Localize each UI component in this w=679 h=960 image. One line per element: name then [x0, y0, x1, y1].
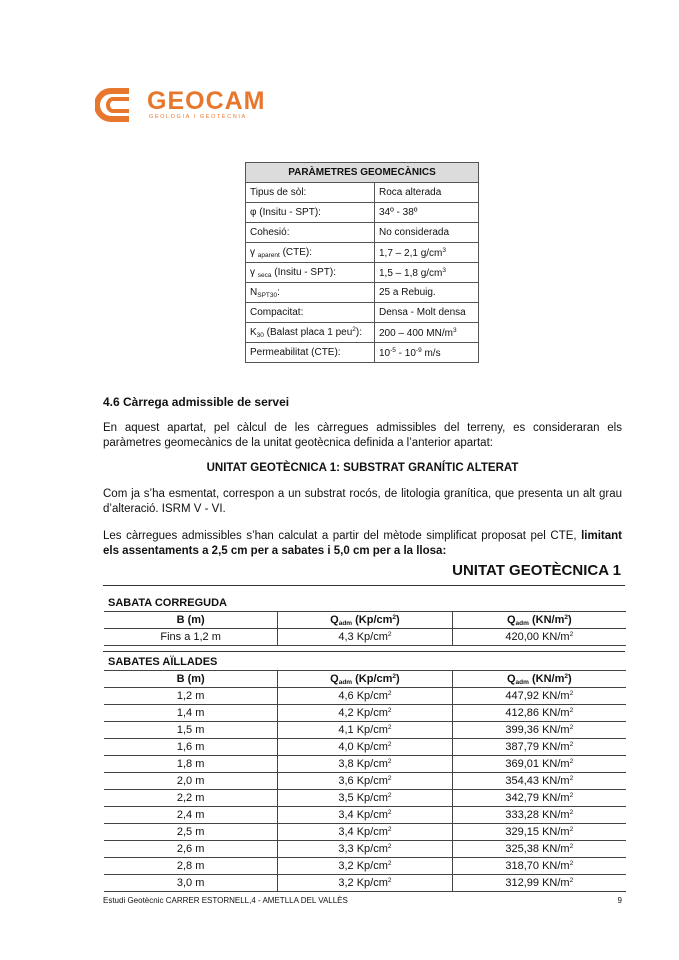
q-kn-cell: 329,15 $KN/m^2$ [452, 824, 626, 841]
width-cell: 2,8 m [104, 858, 278, 875]
geo-param-value: 1,7 – 2,1 $g/cm^3$ [375, 243, 479, 263]
q-kp-cell: 3,4 $Kp/cm^2$ [278, 807, 452, 824]
width-cell: 2,5 m [104, 824, 278, 841]
capacity-header-row [104, 612, 626, 629]
geo-param-value: 34º - 38º [375, 203, 479, 223]
q-kn-cell: 333,28 $KN/m^2$ [452, 807, 626, 824]
table-row [104, 875, 626, 892]
intro-paragraph: En aquest apartat, pel càlcul de les càrregues admissibles del terreny, es consideraran els paràmetres geomecànics de la unitat geotècnica definida a l’anterior apartat: [103, 422, 622, 449]
method-paragraph [103, 529, 622, 559]
geo-param-row [246, 263, 479, 283]
capacity-header-row [104, 671, 626, 688]
description-paragraph: Com ja s’ha esmentat, correspon a un substrat rocós, de litologia granítica, que presenta un alt grau d’alteració. ISRM V - VI. [103, 488, 622, 515]
q-kn-cell: 387,79 $KN/m^2$ [452, 739, 626, 756]
logo-tagline: GEOLOGIA I GEOTÈCNIA [149, 114, 247, 120]
q-kp-cell: 4,0 $Kp/cm^2$ [278, 739, 452, 756]
footer-text: Estudi Geotècnic CARRER ESTORNELL,4 - AMETLLA DEL VALLÈS [103, 896, 348, 905]
method-text-bold: limitant els assentaments a 2,5 cm per a sabates i 5,0 cm per a la llosa: [103, 530, 622, 557]
table-row [104, 705, 626, 722]
q-kn-cell: 420,00 $KN/m^2$ [452, 629, 626, 646]
table-row [104, 790, 626, 807]
geo-param-value: $10^{-5} - 10^{-9}$ m/s [375, 343, 479, 363]
page-footer [103, 896, 622, 905]
sabates-aillades-table [104, 670, 626, 892]
divider [103, 651, 625, 652]
company-logo [95, 85, 270, 125]
geo-param-label: Compacitat: [246, 303, 375, 323]
width-cell: 2,4 m [104, 807, 278, 824]
width-cell: 1,6 m [104, 739, 278, 756]
header-width: B (m) [104, 612, 278, 629]
geo-param-label: Tipus de sòl: [246, 183, 375, 203]
method-text: Les càrregues admissibles s’han calculat a partir del mètode simplificat proposat pel CTE, [103, 530, 582, 542]
width-cell: 3,0 m [104, 875, 278, 892]
header-width: B (m) [104, 671, 278, 688]
geocam-logo-mark [95, 85, 143, 125]
unit-title: UNITAT GEOTÈCNICA 1 [452, 562, 621, 579]
width-cell: 2,6 m [104, 841, 278, 858]
header-q-kp: $Q_{adm}$ $(Kp/cm^2)$ [278, 671, 452, 688]
geo-param-row [246, 343, 479, 363]
sabates-aillades-label: SABATES AÏLLADES [108, 656, 218, 668]
q-kn-cell: 447,92 $KN/m^2$ [452, 688, 626, 705]
width-cell: Fins a 1,2 m [104, 629, 278, 646]
sabata-correguda-label: SABATA CORREGUDA [108, 597, 227, 609]
width-cell: 2,0 m [104, 773, 278, 790]
table-row [104, 688, 626, 705]
table-row [104, 841, 626, 858]
page-number: 9 [617, 896, 622, 905]
table-row [104, 773, 626, 790]
q-kp-cell: 4,1 $Kp/cm^2$ [278, 722, 452, 739]
table-row [104, 629, 626, 646]
geo-param-row [246, 203, 479, 223]
q-kp-cell: 3,3 $Kp/cm^2$ [278, 841, 452, 858]
geo-param-row [246, 323, 479, 343]
geo-param-row [246, 303, 479, 323]
width-cell: 2,2 m [104, 790, 278, 807]
unit-subtitle: UNITAT GEOTÈCNICA 1: SUBSTRAT GRANÍTIC ALTERAT [206, 462, 519, 474]
geo-param-row [246, 283, 479, 303]
geo-param-value: No considerada [375, 223, 479, 243]
geo-param-row [246, 183, 479, 203]
q-kp-cell: 3,4 $Kp/cm^2$ [278, 824, 452, 841]
geo-param-value: Roca alterada [375, 183, 479, 203]
logo-name: GEOCAM [147, 87, 266, 115]
geo-param-value: 25 a Rebuig. [375, 283, 479, 303]
table-row [104, 858, 626, 875]
geo-table-title: PARÀMETRES GEOMECÀNICS [246, 163, 479, 183]
table-row [104, 807, 626, 824]
geo-param-label: $K_{30}$ (Balast placa 1 peu$^2$): [246, 323, 375, 343]
geo-param-label: γ $_{aparent}$ (CTE): [246, 243, 375, 263]
q-kp-cell: 3,8 $Kp/cm^2$ [278, 756, 452, 773]
geo-param-row [246, 243, 479, 263]
q-kn-cell: 325,38 $KN/m^2$ [452, 841, 626, 858]
header-q-kn: $Q_{adm}$ $(KN/m^2)$ [452, 671, 626, 688]
geo-param-value: 1,5 – 1,8 $g/cm^3$ [375, 263, 479, 283]
q-kn-cell: 369,01 $KN/m^2$ [452, 756, 626, 773]
geo-param-value: Densa - Molt densa [375, 303, 479, 323]
q-kn-cell: 399,36 $KN/m^2$ [452, 722, 626, 739]
width-cell: 1,4 m [104, 705, 278, 722]
header-q-kn: $Q_{adm}$ $(KN/m^2)$ [452, 612, 626, 629]
geo-param-label: Cohesió: [246, 223, 375, 243]
q-kp-cell: 4,3 $Kp/cm^2$ [278, 629, 452, 646]
geo-param-label: Permeabilitat (CTE): [246, 343, 375, 363]
q-kp-cell: 3,2 $Kp/cm^2$ [278, 875, 452, 892]
table-row [104, 739, 626, 756]
q-kn-cell: 318,70 $KN/m^2$ [452, 858, 626, 875]
sabata-correguda-table [104, 611, 626, 646]
geo-param-label: γ $_{seca}$ (Insitu - SPT): [246, 263, 375, 283]
width-cell: 1,8 m [104, 756, 278, 773]
geo-param-label: φ (Insitu - SPT): [246, 203, 375, 223]
q-kn-cell: 312,99 $KN/m^2$ [452, 875, 626, 892]
q-kp-cell: 4,6 $Kp/cm^2$ [278, 688, 452, 705]
q-kn-cell: 354,43 $KN/m^2$ [452, 773, 626, 790]
width-cell: 1,5 m [104, 722, 278, 739]
q-kp-cell: 3,6 $Kp/cm^2$ [278, 773, 452, 790]
table-row [104, 824, 626, 841]
section-heading: 4.6 Càrrega admissible de servei [103, 395, 290, 409]
header-q-kp: $Q_{adm}$ $(Kp/cm^2)$ [278, 612, 452, 629]
q-kn-cell: 342,79 $KN/m^2$ [452, 790, 626, 807]
geo-param-row [246, 223, 479, 243]
table-row [104, 722, 626, 739]
geo-param-label: $N_{SPT30}$: [246, 283, 375, 303]
divider [103, 585, 625, 586]
q-kp-cell: 3,2 $Kp/cm^2$ [278, 858, 452, 875]
q-kp-cell: 4,2 $Kp/cm^2$ [278, 705, 452, 722]
width-cell: 1,2 m [104, 688, 278, 705]
q-kp-cell: 3,5 $Kp/cm^2$ [278, 790, 452, 807]
geo-param-value: 200 – 400 $MN/m^3$ [375, 323, 479, 343]
table-row [104, 756, 626, 773]
geomechanical-parameters-table [245, 162, 479, 363]
q-kn-cell: 412,86 $KN/m^2$ [452, 705, 626, 722]
